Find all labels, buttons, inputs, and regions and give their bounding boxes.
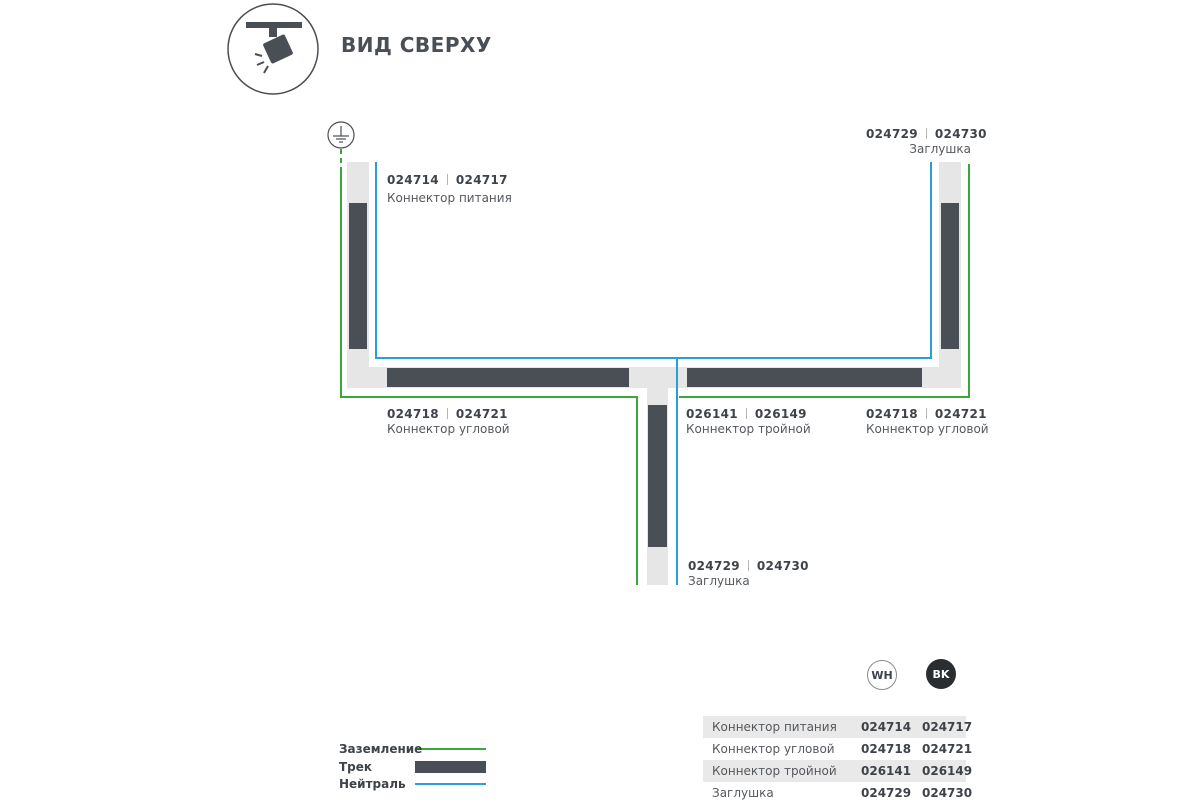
table-row: Заглушка 024729 024730	[712, 786, 973, 800]
ground-wire-right	[679, 164, 969, 397]
label-corner-left: 024718 024721 Коннектор угловой	[387, 407, 510, 436]
legend-neutral-label: Нейтраль	[339, 777, 406, 791]
parts-table	[703, 716, 973, 804]
ground-icon	[328, 122, 354, 148]
table-row: Коннектор тройной 026141 026149	[703, 760, 966, 782]
finish-badge-wh: WH	[867, 660, 897, 690]
track-segment-h-left	[387, 368, 629, 387]
label-tee-connector: 026141 026149 Коннектор тройной	[686, 407, 811, 436]
track-segment-right	[941, 203, 959, 349]
label-end-cap-top: 024729 024730 Заглушка	[866, 127, 987, 156]
legend-ground-label: Заземление	[339, 742, 423, 756]
page-title: ВИД СВЕРХУ	[341, 33, 492, 57]
legend-track-label: Трек	[339, 760, 373, 774]
neutral-wire-right	[677, 162, 931, 358]
track-segment-vertical	[648, 405, 667, 547]
track-segment-left	[349, 203, 367, 349]
label-corner-right: 024718 024721 Коннектор угловой	[866, 407, 989, 436]
table-row: Коннектор угловой 024718 024721	[712, 742, 973, 756]
track-segment-h-right	[687, 368, 922, 387]
legend-track-bar	[415, 761, 486, 773]
finish-badge-bk: BK	[926, 659, 956, 689]
label-power-connector: 024714 024717 Коннектор питания	[387, 173, 512, 205]
label-end-cap-bottom: 024729 024730 Заглушка	[688, 559, 809, 588]
table-row: Коннектор питания 024714 024717	[703, 716, 966, 738]
